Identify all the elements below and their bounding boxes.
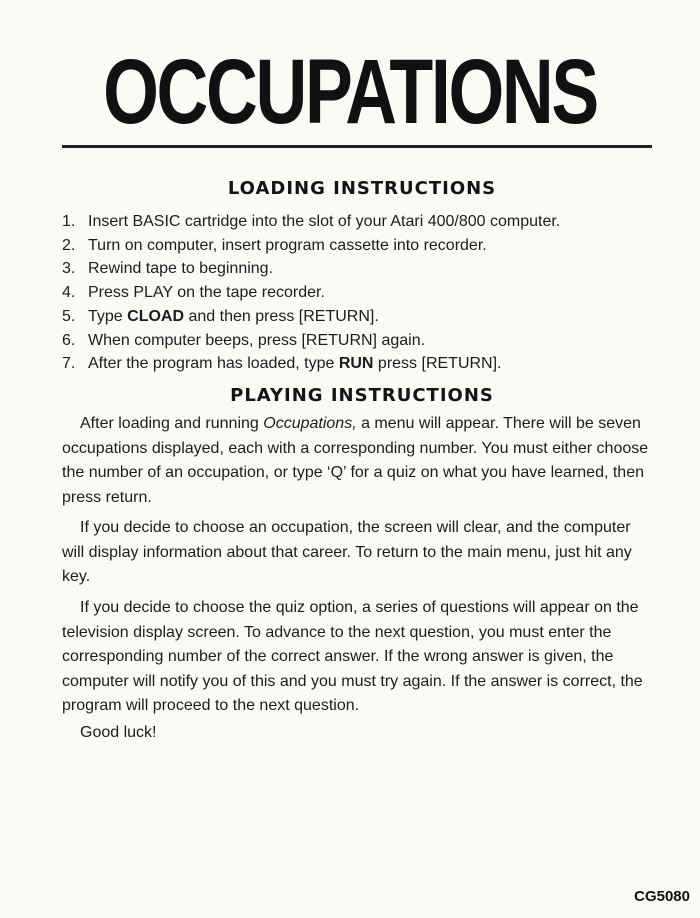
step-number: 7. — [62, 355, 76, 373]
paragraph-text-post: a menu will appear. There will be seven occupations displayed, each with a corresponding number. You must either choose the number of an occupation, or type ‘Q’ for a quiz on what you have learned, then press return. — [62, 415, 649, 506]
page-title: OCCUPATIONS — [103, 41, 597, 143]
step-text: Insert BASIC cartridge into the slot of your Atari 400/800 computer. — [88, 213, 561, 230]
playing-paragraph-1 — [62, 412, 652, 510]
game-name: Occupations, — [263, 415, 357, 432]
command-cload: CLOAD — [127, 307, 185, 325]
title-rule — [62, 145, 652, 148]
step-text-pre: After the program has loaded, type — [88, 355, 339, 373]
list-item — [62, 352, 662, 376]
command-run: RUN — [338, 355, 374, 373]
catalog-code: CG5080 — [634, 888, 690, 905]
loading-instructions-heading: LOADING INSTRUCTIONS — [227, 178, 497, 199]
step-text: Press PLAY on the tape recorder. — [88, 284, 325, 302]
list-item — [62, 329, 662, 353]
list-item — [62, 305, 662, 329]
step-number: 1. — [62, 213, 76, 230]
list-item — [62, 210, 662, 234]
step-number: 6. — [62, 331, 76, 349]
step-number: 5. — [62, 307, 76, 325]
step-text: When computer beeps, press [RETURN] again. — [88, 331, 426, 349]
step-text: Turn on computer, insert program cassette into recorder. — [88, 236, 487, 254]
paragraph-text-pre: After loading and running — [80, 415, 264, 432]
step-text-pre: Type — [88, 307, 128, 325]
list-item — [62, 281, 662, 305]
step-number: 3. — [62, 260, 76, 278]
step-text-post: and then press [RETURN]. — [184, 307, 379, 325]
closing-line: Good luck! — [80, 724, 157, 741]
step-number: 2. — [62, 236, 76, 254]
step-number: 4. — [62, 284, 76, 302]
playing-paragraph-2: If you decide to choose an occupation, the screen will clear, and the computer will display information about that career. To return to the main menu, just hit any key. — [62, 519, 632, 585]
playing-paragraph-3: If you decide to choose the quiz option, a series of questions will appear on the television display screen. To advance to the next question, you must enter the corresponding number of the correct answer. If the wrong answer is given, the computer will notify you of this and you must try again. If the answer is correct, the program will proceed to the next question. — [62, 599, 643, 714]
list-item — [62, 257, 662, 281]
step-text-post: press [RETURN]. — [373, 355, 502, 373]
loading-steps-list — [62, 210, 662, 376]
playing-instructions-heading: PLAYING INSTRUCTIONS — [230, 385, 494, 406]
list-item — [62, 234, 662, 258]
step-text: Rewind tape to beginning. — [88, 260, 274, 278]
